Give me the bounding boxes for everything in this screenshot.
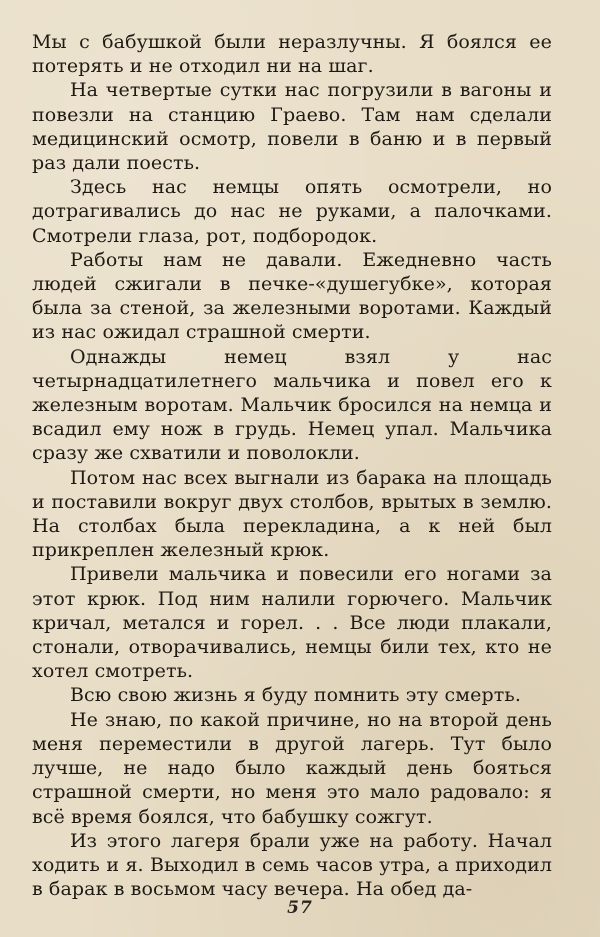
paragraph-9: Не знаю, по какой причине, но на второй день меня переместили в другой лагерь. Тут было лучше, не надо было каждый день бояться страшной смерти, но меня это мало радовало: я всё время боялся, что бабушку сожгут. [32,708,552,828]
paragraph-6: Потом нас всех выгнали из барака на площадь и поставили вокруг двух столбов, врытых в землю. На столбах была перекладина, а к ней был прикреплен железный крюк. [32,466,552,562]
paragraph-8: Всю свою жизнь я буду помнить эту смерть. [70,684,521,707]
paragraph-10: Из этого лагеря брали уже на работу. Начал ходить и я. Выходил в семь часов утра, а приходил в барак в восьмом часу вечера. На обед да- [32,829,552,901]
paragraph-5: Однажды немец взял у нас четырнадцатилетнего мальчика и повел его к железным воротам. Мальчик бросился на немца и всадил ему нож в грудь. Немец упал. Мальчика сразу же схватили и поволокли. [32,345,552,465]
paragraph-7: Привели мальчика и повесили его ногами за этот крюк. Под ним налили горючего. Мальчик кричал, метался и горел. . . Все люди плакали, стонали, отворачивались, немцы били тех, кто не хотел смотреть. [32,563,552,683]
page-text [32,30,552,901]
paragraph-3: Здесь нас немцы опять осмотрели, но дотрагивались до нас не руками, а палочками. Смотрели глаза, рот, подбородок. [32,176,552,247]
paragraph-2: На четвертые сутки нас погрузили в вагоны и повезли на станцию Граево. Там нам сделали медицинский осмотр, повели в баню и в первый раз дали поесть. [32,79,552,175]
paragraph-1: Мы с бабушкой были неразлучны. Я боялся ее потерять и не отходил ни на шаг. [32,31,552,78]
paragraph-4: Работы нам не давали. Ежедневно часть людей сжигали в печке-«душегубке», которая была за стеной, за железными воротами. Каждый из нас ожидал страшной смерти. [32,248,552,344]
page-number: 57 [287,898,313,918]
